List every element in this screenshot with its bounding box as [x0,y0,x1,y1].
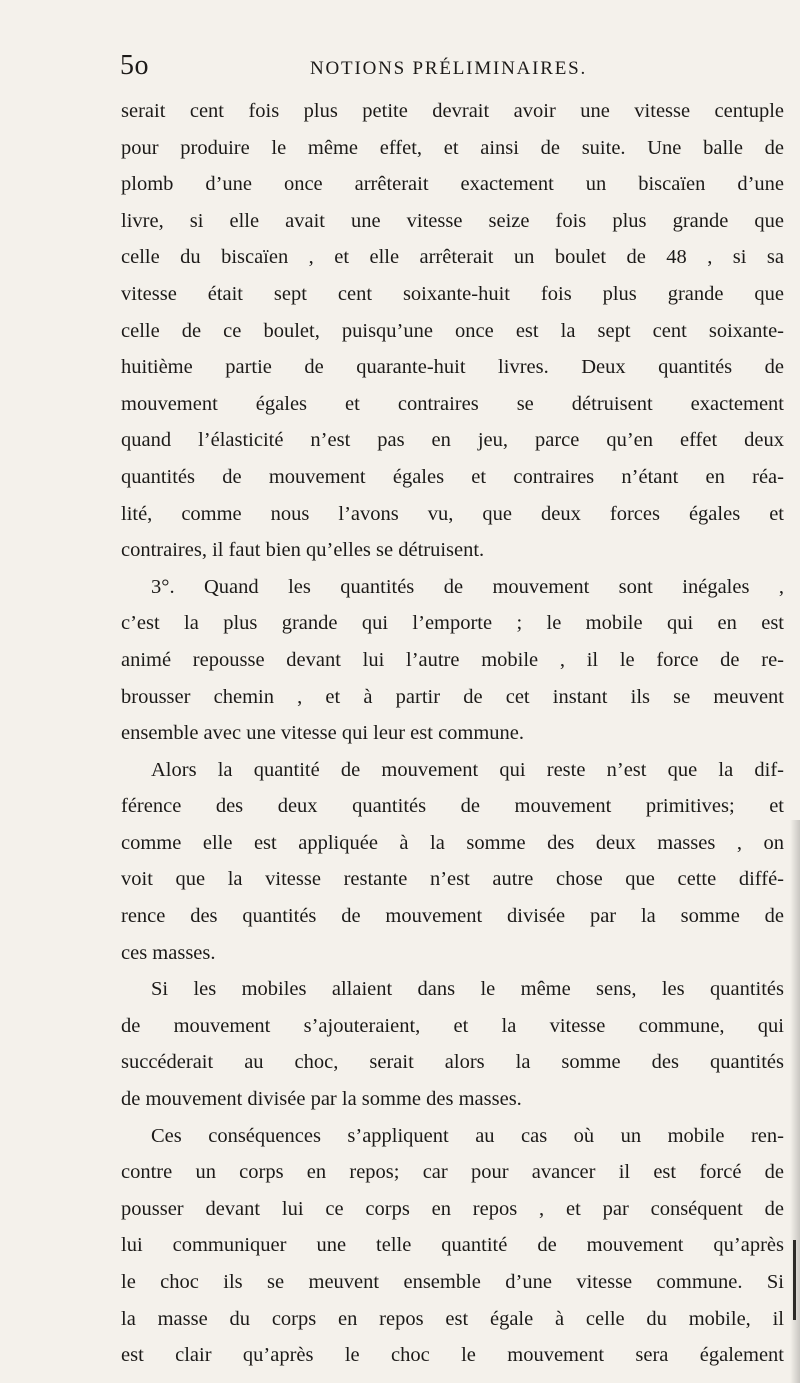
body-text [121,93,784,1374]
text-line: livre, si elle avait une vitesse seize fois plus grande que [121,209,784,232]
text-line: férence des deux quantités de mouvement primitives; et [121,795,784,818]
text-line: quantités de mouvement égales et contraires n’étant en réa- [121,465,784,488]
text-line: celle de ce boulet, puisqu’une once est la sept cent soixante- [121,319,784,342]
text-line: Si les mobiles allaient dans le même sens, les quantités [151,978,784,1001]
running-header [120,48,780,88]
text-line: Alors la quantité de mouvement qui reste n’est que la dif- [151,758,784,781]
text-line: contraires, il faut bien qu’elles se détruisent. [121,539,485,562]
text-line: huitième partie de quarante-huit livres. Deux quantités de [121,356,784,379]
text-line: de mouvement divisée par la somme des masses. [121,1088,522,1111]
page-number: 5o [120,50,149,81]
text-line: la masse du corps en repos est égale à celle du mobile, il [121,1307,784,1330]
text-line: vitesse était sept cent soixante-huit fois plus grande que [121,282,784,305]
text-line: animé repousse devant lui l’autre mobile , il le force de re- [121,648,784,671]
text-line: plomb d’une once arrêterait exactement un biscaïen d’une [121,173,784,196]
running-title: NOTIONS PRÉLIMINAIRES. [310,58,588,79]
text-line: rence des quantités de mouvement divisée par la somme de [121,905,784,928]
text-line: pour produire le même effet, et ainsi de suite. Une balle de [121,136,784,159]
binding-edge-mark [793,1240,796,1320]
text-line: lui communiquer une telle quantité de mouvement qu’après [121,1234,784,1257]
text-line: ces masses. [121,941,216,964]
text-line: contre un corps en repos; car pour avancer il est forcé de [121,1161,784,1184]
text-line: le choc ils se meuvent ensemble d’une vitesse commune. Si [121,1271,784,1293]
text-line: pousser devant lui ce corps en repos , et par conséquent de [121,1197,784,1220]
text-line: mouvement égales et contraires se détruisent exactement [121,392,784,415]
text-line: comme elle est appliquée à la somme des deux masses , on [121,831,784,854]
text-line: de mouvement s’ajouteraient, et la vitesse commune, qui [121,1014,784,1037]
text-line: ensemble avec une vitesse qui leur est commune. [121,722,525,745]
text-line: succéderait au choc, serait alors la somme des quantités [121,1051,784,1074]
text-line: c’est la plus grande qui l’emporte ; le mobile qui en est [121,612,784,635]
text-line: lité, comme nous l’avons vu, que deux forces égales et [121,502,784,525]
text-line: brousser chemin , et à partir de cet instant ils se meuvent [121,685,784,708]
text-line: serait cent fois plus petite devrait avoir une vitesse centuple [121,100,784,122]
text-line: 3°. Quand les quantités de mouvement sont inégales , [151,575,784,598]
text-line: voit que la vitesse restante n’est autre chose que cette diffé- [121,868,784,891]
text-line: est clair qu’après le choc le mouvement sera également [121,1344,784,1367]
text-line: celle du biscaïen , et elle arrêterait un boulet de 48 , si sa [121,246,784,269]
text-line: quand l’élasticité n’est pas en jeu, parce qu’en effet deux [121,429,784,452]
text-line: Ces conséquences s’appliquent au cas où un mobile ren- [151,1124,784,1147]
